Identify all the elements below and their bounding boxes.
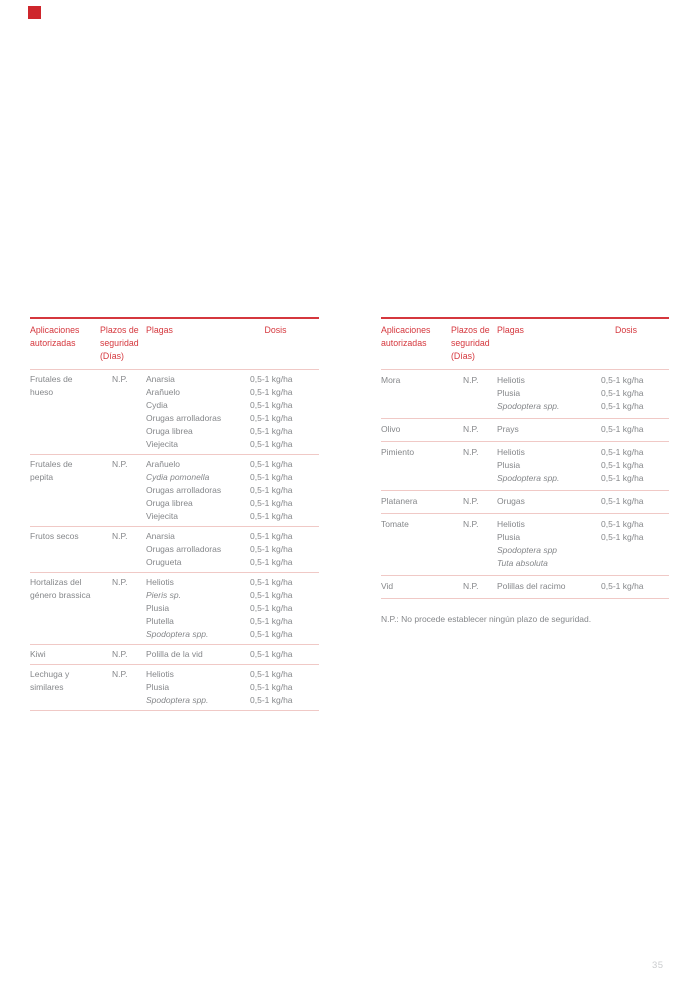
dose-list [250, 668, 319, 707]
dose-list [250, 648, 319, 661]
dose-value [601, 544, 669, 557]
safety-period: N.P. [112, 649, 128, 659]
table-row [381, 491, 669, 514]
header-plazos-de-seguridad: Plazos de seguridad (Días) [451, 325, 490, 361]
table-header [381, 319, 669, 370]
header-plagas: Plagas [146, 325, 173, 335]
pest-name: Spodoptera spp. [497, 401, 560, 411]
pest-name: Orugas arrolladoras [146, 485, 222, 495]
pest-name: Plusia [497, 532, 521, 542]
pest-name: Arañuelo [146, 387, 181, 397]
pest-list [146, 576, 250, 641]
pest-list [497, 446, 601, 485]
pest-name: Orugueta [146, 557, 182, 567]
table-row [30, 573, 319, 645]
pest-name: Heliotis [146, 577, 174, 587]
dose-value: 0,5-1 kg/ha [601, 581, 644, 591]
dose-value: 0,5-1 kg/ha [250, 472, 293, 482]
safety-period: N.P. [463, 581, 479, 591]
dose-value: 0,5-1 kg/ha [250, 695, 293, 705]
dose-value: 0,5-1 kg/ha [250, 498, 293, 508]
dose-value: 0,5-1 kg/ha [250, 439, 293, 449]
dose-value: 0,5-1 kg/ha [250, 531, 293, 541]
crop-name: Frutales de pepita [30, 459, 73, 482]
dose-value: 0,5-1 kg/ha [601, 496, 644, 506]
dose-value: 0,5-1 kg/ha [601, 473, 644, 483]
header-dosis: Dosis [615, 325, 637, 335]
dose-value: 0,5-1 kg/ha [250, 413, 293, 423]
table-row [381, 576, 669, 599]
safety-period: N.P. [463, 424, 479, 434]
header-plazos-de-seguridad: Plazos de seguridad (Días) [100, 325, 139, 361]
dose-value [601, 557, 669, 570]
table-header [30, 319, 319, 370]
applications-table-left [30, 317, 319, 711]
dose-list [601, 374, 669, 413]
dose-value: 0,5-1 kg/ha [250, 485, 293, 495]
applications-table-right [381, 317, 669, 625]
dose-value: 0,5-1 kg/ha [250, 557, 293, 567]
table-row [381, 442, 669, 491]
dose-value: 0,5-1 kg/ha [601, 532, 644, 542]
dose-value: 0,5-1 kg/ha [250, 374, 293, 384]
dose-value: 0,5-1 kg/ha [250, 459, 293, 469]
dose-list [250, 458, 319, 523]
pest-list [146, 648, 250, 661]
pest-name: Heliotis [146, 669, 174, 679]
dose-value: 0,5-1 kg/ha [601, 388, 644, 398]
pest-list [497, 495, 601, 508]
safety-period: N.P. [112, 374, 128, 384]
page-number: 35 [652, 960, 664, 971]
dose-list [601, 495, 669, 508]
dose-value: 0,5-1 kg/ha [601, 460, 644, 470]
crop-name: Lechuga y similares [30, 669, 70, 692]
crop-name: Platanera [381, 496, 418, 506]
pest-name: Anarsia [146, 374, 175, 384]
safety-period: N.P. [463, 496, 479, 506]
safety-period: N.P. [112, 459, 128, 469]
pest-name: Plusia [497, 388, 521, 398]
dose-list [601, 518, 669, 570]
pest-list [146, 530, 250, 569]
pest-name: Spodoptera spp. [146, 629, 209, 639]
dose-list [601, 446, 669, 485]
dose-value: 0,5-1 kg/ha [250, 603, 293, 613]
dose-value: 0,5-1 kg/ha [250, 682, 293, 692]
dose-value: 0,5-1 kg/ha [250, 511, 293, 521]
safety-period: N.P. [463, 447, 479, 457]
header-plagas: Plagas [497, 325, 524, 335]
pest-name: Orugas arrolladoras [146, 413, 222, 423]
pest-name: Polilla de la vid [146, 649, 203, 659]
table-row [30, 645, 319, 665]
dose-list [601, 580, 669, 593]
pest-list [497, 374, 601, 413]
pest-list [497, 580, 601, 593]
pest-name: Viejecita [146, 439, 178, 449]
safety-period-footnote: N.P.: No procede establecer ningún plazo de seguridad. [381, 614, 592, 624]
table-row [381, 370, 669, 419]
dose-value: 0,5-1 kg/ha [601, 375, 644, 385]
safety-period: N.P. [112, 531, 128, 541]
pest-name: Plusia [146, 603, 170, 613]
table-body [381, 370, 669, 599]
crop-name: Tomate [381, 519, 409, 529]
crop-name: Pimiento [381, 447, 415, 457]
dose-value: 0,5-1 kg/ha [250, 544, 293, 554]
pest-name: Plutella [146, 616, 174, 626]
dose-list [601, 423, 669, 436]
dose-value: 0,5-1 kg/ha [250, 669, 293, 679]
pest-name: Heliotis [497, 375, 525, 385]
dose-value: 0,5-1 kg/ha [250, 616, 293, 626]
pest-name: Plusia [146, 682, 170, 692]
pest-name: Oruga librea [146, 426, 193, 436]
crop-name: Frutales de hueso [30, 374, 73, 397]
header-dosis: Dosis [264, 325, 287, 335]
pest-name: Viejecita [146, 511, 178, 521]
pest-name: Spodoptera spp. [497, 473, 560, 483]
pest-list [497, 423, 601, 436]
table-row [30, 455, 319, 527]
pest-name: Tuta absoluta [497, 558, 548, 568]
safety-period: N.P. [112, 669, 128, 679]
dose-value: 0,5-1 kg/ha [250, 577, 293, 587]
pest-name: Plusia [497, 460, 521, 470]
table-row [30, 370, 319, 455]
crop-name: Vid [381, 581, 394, 591]
pest-name: Heliotis [497, 447, 525, 457]
dose-list [250, 530, 319, 569]
dose-value: 0,5-1 kg/ha [250, 629, 293, 639]
dose-value: 0,5-1 kg/ha [250, 649, 293, 659]
table-body [30, 370, 319, 711]
crop-name: Frutos secos [30, 531, 79, 541]
red-marker-square [28, 6, 41, 19]
pest-name: Anarsia [146, 531, 175, 541]
table-row [30, 665, 319, 711]
safety-period: N.P. [112, 577, 128, 587]
pest-name: Pieris sp. [146, 590, 181, 600]
dose-value: 0,5-1 kg/ha [601, 447, 644, 457]
dose-list [250, 576, 319, 641]
pest-name: Polillas del racimo [497, 581, 566, 591]
dose-value: 0,5-1 kg/ha [250, 387, 293, 397]
pest-name: Spodoptera spp. [146, 695, 209, 705]
header-aplicaciones-autorizadas: Aplicaciones autorizadas [30, 325, 80, 348]
crop-name: Kiwi [30, 649, 46, 659]
dose-value: 0,5-1 kg/ha [601, 401, 644, 411]
crop-name: Olivo [381, 424, 401, 434]
pest-name: Orugas arrolladoras [146, 544, 222, 554]
pest-name: Arañuelo [146, 459, 181, 469]
dose-value: 0,5-1 kg/ha [601, 519, 644, 529]
dose-value: 0,5-1 kg/ha [250, 590, 293, 600]
pest-list [146, 458, 250, 523]
dose-list [250, 373, 319, 451]
pest-list [146, 668, 250, 707]
crop-name: Mora [381, 375, 401, 385]
safety-period: N.P. [463, 519, 479, 529]
pest-name: Oruga librea [146, 498, 193, 508]
table-row [30, 527, 319, 573]
dose-value: 0,5-1 kg/ha [601, 424, 644, 434]
dose-value: 0,5-1 kg/ha [250, 400, 293, 410]
pest-name: Heliotis [497, 519, 525, 529]
pest-name: Orugas [497, 496, 525, 506]
safety-period: N.P. [463, 375, 479, 385]
pest-list [146, 373, 250, 451]
crop-name: Hortalizas del género brassica [30, 577, 91, 600]
pest-list [497, 518, 601, 570]
pest-name: Cydia pomonella [146, 472, 210, 482]
table-row [381, 419, 669, 442]
table-row [381, 514, 669, 576]
dose-value: 0,5-1 kg/ha [250, 426, 293, 436]
pest-name: Prays [497, 424, 519, 434]
pest-name: Spodoptera spp [497, 545, 558, 555]
pest-name: Cydia [146, 400, 168, 410]
header-aplicaciones-autorizadas: Aplicaciones autorizadas [381, 325, 431, 348]
